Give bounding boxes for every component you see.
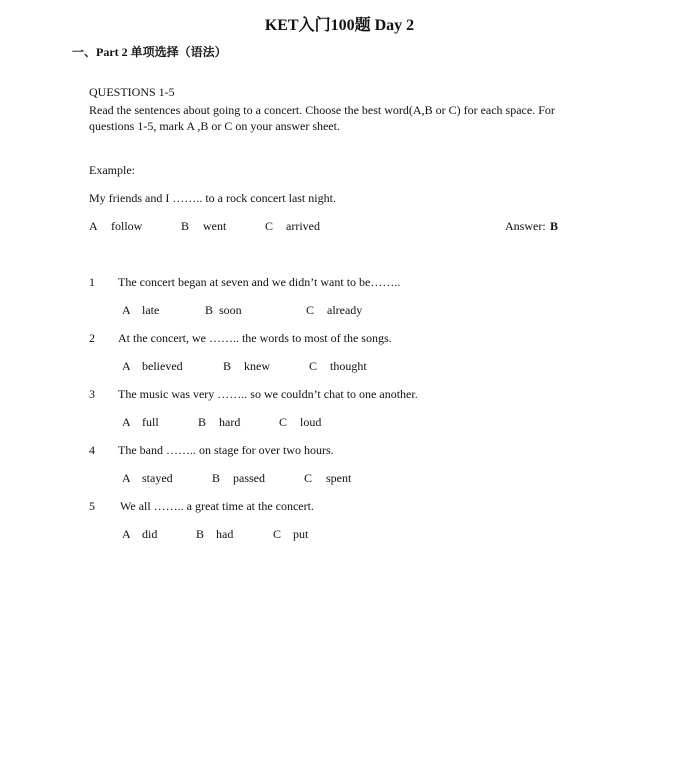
option-letter: C — [304, 471, 313, 485]
option-letter: C — [265, 219, 274, 233]
option-letter: C — [273, 527, 282, 541]
question-sentence: We all …….. a great time at the concert. — [120, 499, 314, 513]
option-text: put — [293, 527, 309, 541]
option-text: passed — [233, 471, 265, 485]
option-letter: C — [306, 303, 315, 317]
question-sentence: The concert began at seven and we didn’t want to be…….. — [118, 275, 401, 289]
example-sentence: My friends and I …….. to a rock concert last night. — [89, 191, 336, 205]
option-letter: B — [223, 359, 232, 373]
option-letter: A — [122, 415, 131, 429]
section-heading: 一、Part 2 单项选择（语法） — [72, 45, 227, 59]
option-letter: A — [89, 219, 98, 233]
question-number: 1 — [89, 275, 95, 289]
question-sentence: At the concert, we …….. the words to most of the songs. — [118, 331, 392, 345]
question-sentence: The music was very …….. so we couldn’t chat to one another. — [118, 387, 418, 401]
option-text: loud — [300, 415, 322, 429]
option-letter: B — [181, 219, 190, 233]
option-letter: C — [279, 415, 288, 429]
option-letter: A — [122, 471, 131, 485]
option-text: spent — [326, 471, 352, 485]
option-text: hard — [219, 415, 241, 429]
question-number: 3 — [89, 387, 95, 401]
option-text: already — [327, 303, 363, 317]
question-number: 4 — [89, 443, 95, 457]
option-letter: B — [205, 303, 214, 317]
option-text: knew — [244, 359, 270, 373]
option-letter: B — [212, 471, 221, 485]
option-text: soon — [219, 303, 242, 317]
option-text: thought — [330, 359, 367, 373]
option-text: went — [203, 219, 227, 233]
option-text: full — [142, 415, 159, 429]
instructions: Read the sentences about going to a concert. Choose the best word(A,B or C) for each space. For questions 1-5, mark A ,B or C on your answer sheet. — [89, 103, 555, 133]
question-number: 5 — [89, 499, 95, 513]
option-text: stayed — [142, 471, 173, 485]
question-number: 2 — [89, 331, 95, 345]
option-letter: B — [196, 527, 205, 541]
option-letter: C — [309, 359, 318, 373]
answer-label: Answer: — [505, 219, 546, 233]
option-text: believed — [142, 359, 183, 373]
option-letter: A — [122, 527, 131, 541]
option-text: late — [142, 303, 160, 317]
questions-header: QUESTIONS 1-5 — [89, 85, 175, 99]
option-text: follow — [111, 219, 143, 233]
answer-value: B — [550, 219, 559, 233]
option-text: arrived — [286, 219, 320, 233]
option-letter: B — [198, 415, 207, 429]
page-title: KET入门100题 Day 2 — [264, 17, 415, 34]
example-label: Example: — [89, 163, 135, 177]
option-letter: A — [122, 303, 131, 317]
option-text: did — [142, 527, 158, 541]
option-letter: A — [122, 359, 131, 373]
question-sentence: The band …….. on stage for over two hours. — [118, 443, 334, 457]
option-text: had — [216, 527, 234, 541]
